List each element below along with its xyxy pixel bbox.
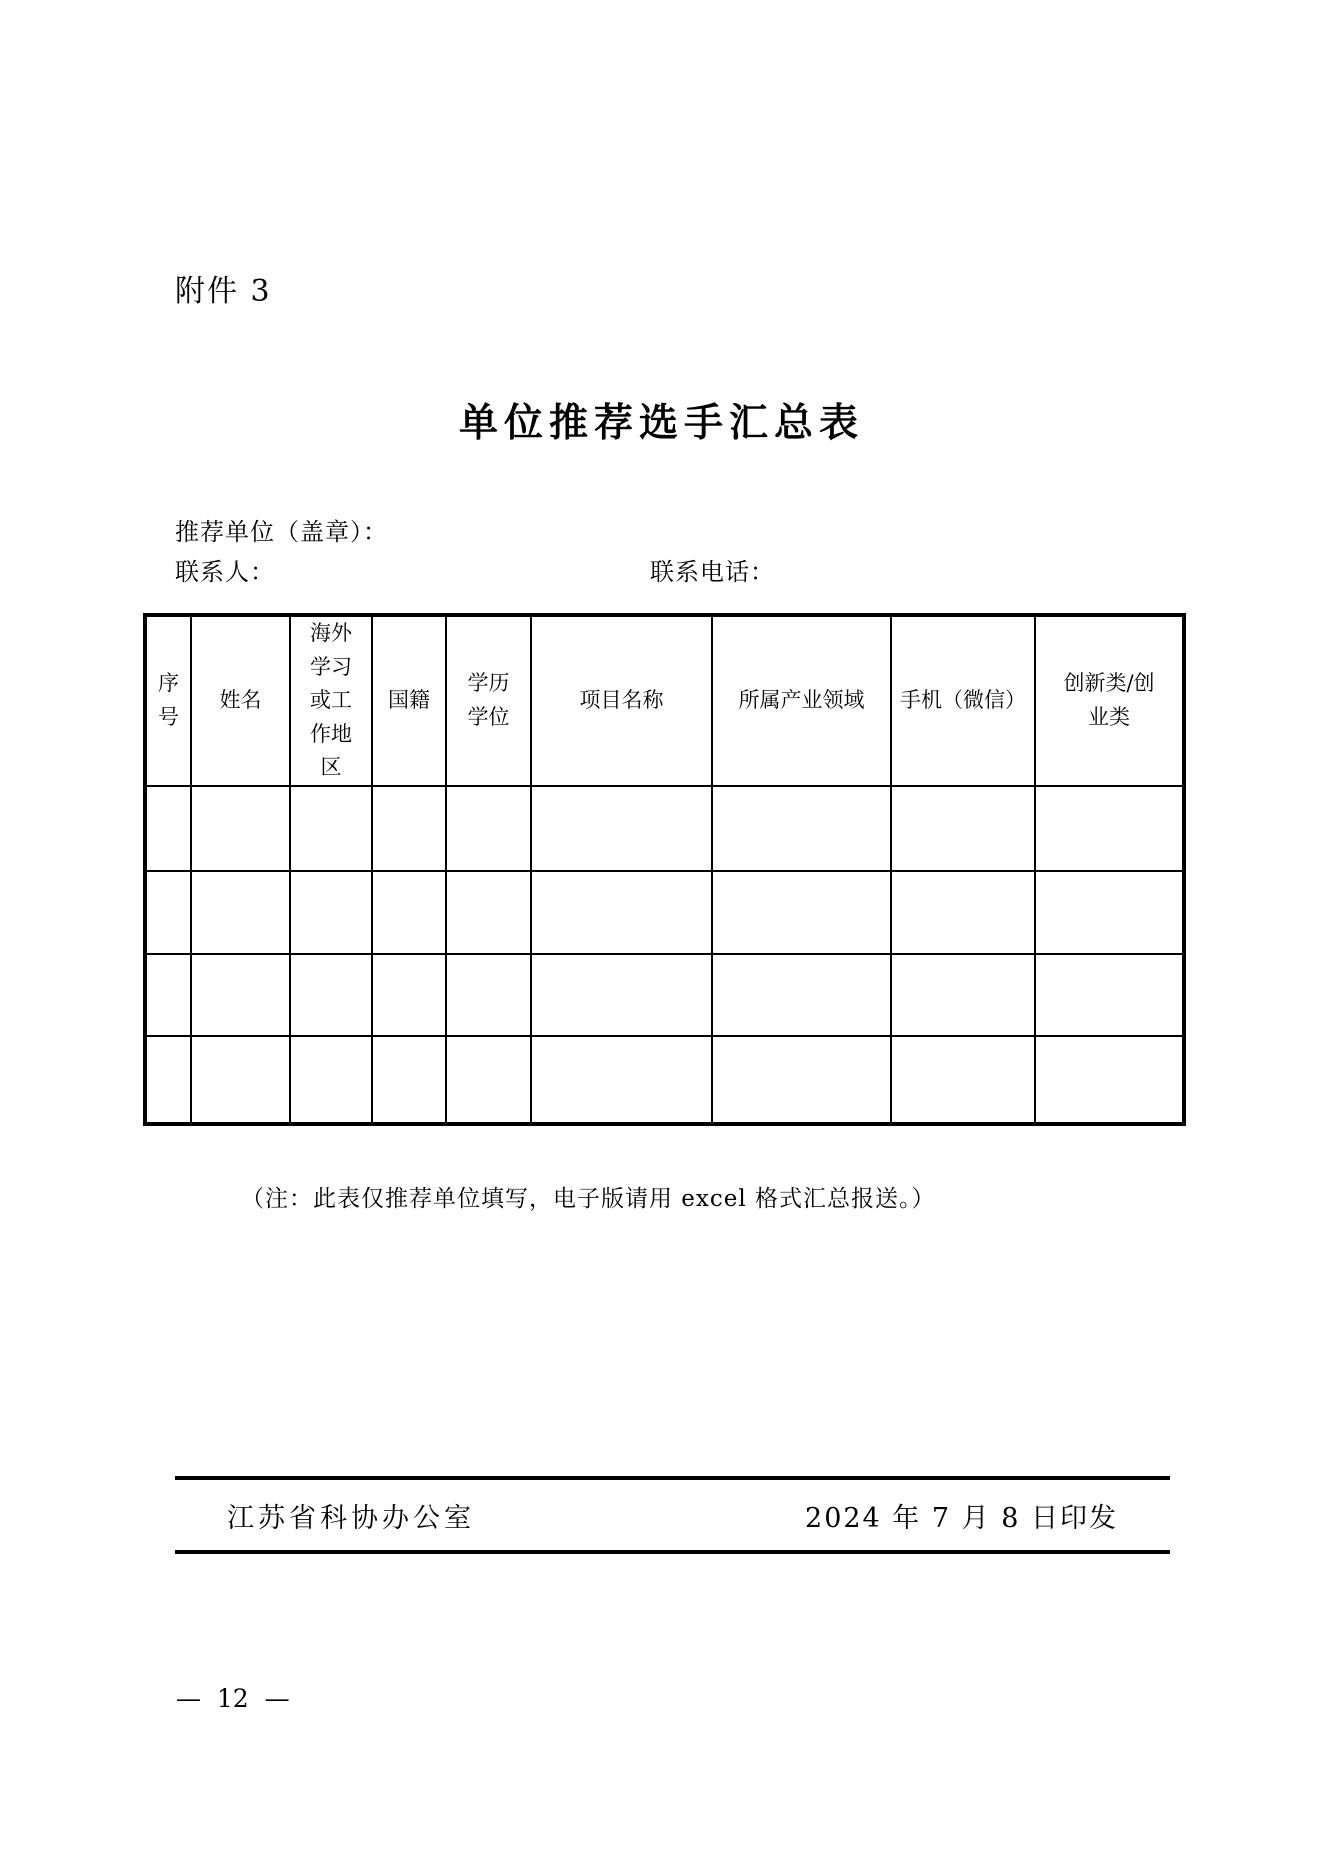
table-cell xyxy=(531,1036,712,1124)
table-cell xyxy=(712,954,891,1036)
column-header-label: 国籍 xyxy=(388,688,430,713)
table-cell xyxy=(372,871,446,954)
table-cell xyxy=(290,1036,372,1124)
table-cell xyxy=(531,954,712,1036)
table-cell xyxy=(891,786,1035,871)
note-text: （注：此表仅推荐单位填写，电子版请用 excel 格式汇总报送。） xyxy=(241,1186,936,1212)
table-cell xyxy=(1035,1036,1184,1124)
column-header-label: 手机（微信） xyxy=(900,688,1026,713)
column-header-industry-field xyxy=(712,615,891,786)
table-row xyxy=(145,954,1184,1036)
table-cell xyxy=(145,1036,191,1124)
contact-person-label: 联系人： xyxy=(175,558,275,586)
column-header-serial xyxy=(145,615,191,786)
column-header-label: 姓名 xyxy=(219,688,262,713)
table-cell xyxy=(446,954,531,1036)
table-cell xyxy=(191,1036,290,1124)
table-cell xyxy=(191,954,290,1036)
table-row xyxy=(145,786,1184,871)
table-cell xyxy=(712,1036,891,1124)
table-cell xyxy=(1035,871,1184,954)
column-header-overseas-region xyxy=(290,615,372,786)
table-row xyxy=(145,1036,1184,1124)
table-cell xyxy=(891,954,1035,1036)
table-cell xyxy=(145,871,191,954)
recommending-unit-label: 推荐单位（盖章）： xyxy=(175,518,388,546)
column-header-mobile-wechat xyxy=(891,615,1035,786)
column-header-category xyxy=(1035,615,1184,786)
column-header-label: 项目名称 xyxy=(579,688,664,713)
footer-issuer: 江苏省科协办公室 xyxy=(227,1502,475,1534)
footer-band xyxy=(175,1476,1170,1554)
table-cell xyxy=(372,786,446,871)
summary-table xyxy=(143,613,1186,1126)
table-cell xyxy=(891,1036,1035,1124)
table-cell xyxy=(290,786,372,871)
column-header-name xyxy=(191,615,290,786)
column-header-label: 海外学习或工作地区 xyxy=(310,621,352,780)
table-cell xyxy=(1035,786,1184,871)
table-cell xyxy=(372,1036,446,1124)
page-title: 单位推荐选手汇总表 xyxy=(458,400,864,446)
footer-issue-date: 2024 年 7 月 8 日印发 xyxy=(805,1502,1118,1534)
column-header-label: 所属产业领域 xyxy=(738,688,865,713)
table-cell xyxy=(145,786,191,871)
table-cell xyxy=(446,1036,531,1124)
table-cell xyxy=(446,871,531,954)
column-header-label: 序号 xyxy=(158,671,179,729)
page-number: — 12 — xyxy=(176,1684,290,1713)
table-row xyxy=(145,871,1184,954)
table-cell xyxy=(531,786,712,871)
table-cell xyxy=(191,871,290,954)
column-header-nationality xyxy=(372,615,446,786)
column-header-degree xyxy=(446,615,531,786)
recommending-unit-line xyxy=(175,512,1175,552)
column-header-label: 创新类/创业类 xyxy=(1063,671,1155,729)
table-cell xyxy=(446,786,531,871)
table-cell xyxy=(145,954,191,1036)
table-cell xyxy=(290,954,372,1036)
table-cell xyxy=(191,786,290,871)
table-cell xyxy=(531,871,712,954)
table-cell xyxy=(1035,954,1184,1036)
table-cell xyxy=(891,871,1035,954)
table-header-row xyxy=(145,615,1184,786)
contact-phone-label: 联系电话： xyxy=(650,558,775,586)
table-cell xyxy=(372,954,446,1036)
table-cell xyxy=(290,871,372,954)
info-block xyxy=(175,512,1175,592)
column-header-label: 学历学位 xyxy=(467,671,510,729)
table-cell xyxy=(712,871,891,954)
attachment-label: 附件 3 xyxy=(175,274,272,309)
contact-line xyxy=(175,552,1175,592)
table-cell xyxy=(712,786,891,871)
column-header-project-name xyxy=(531,615,712,786)
